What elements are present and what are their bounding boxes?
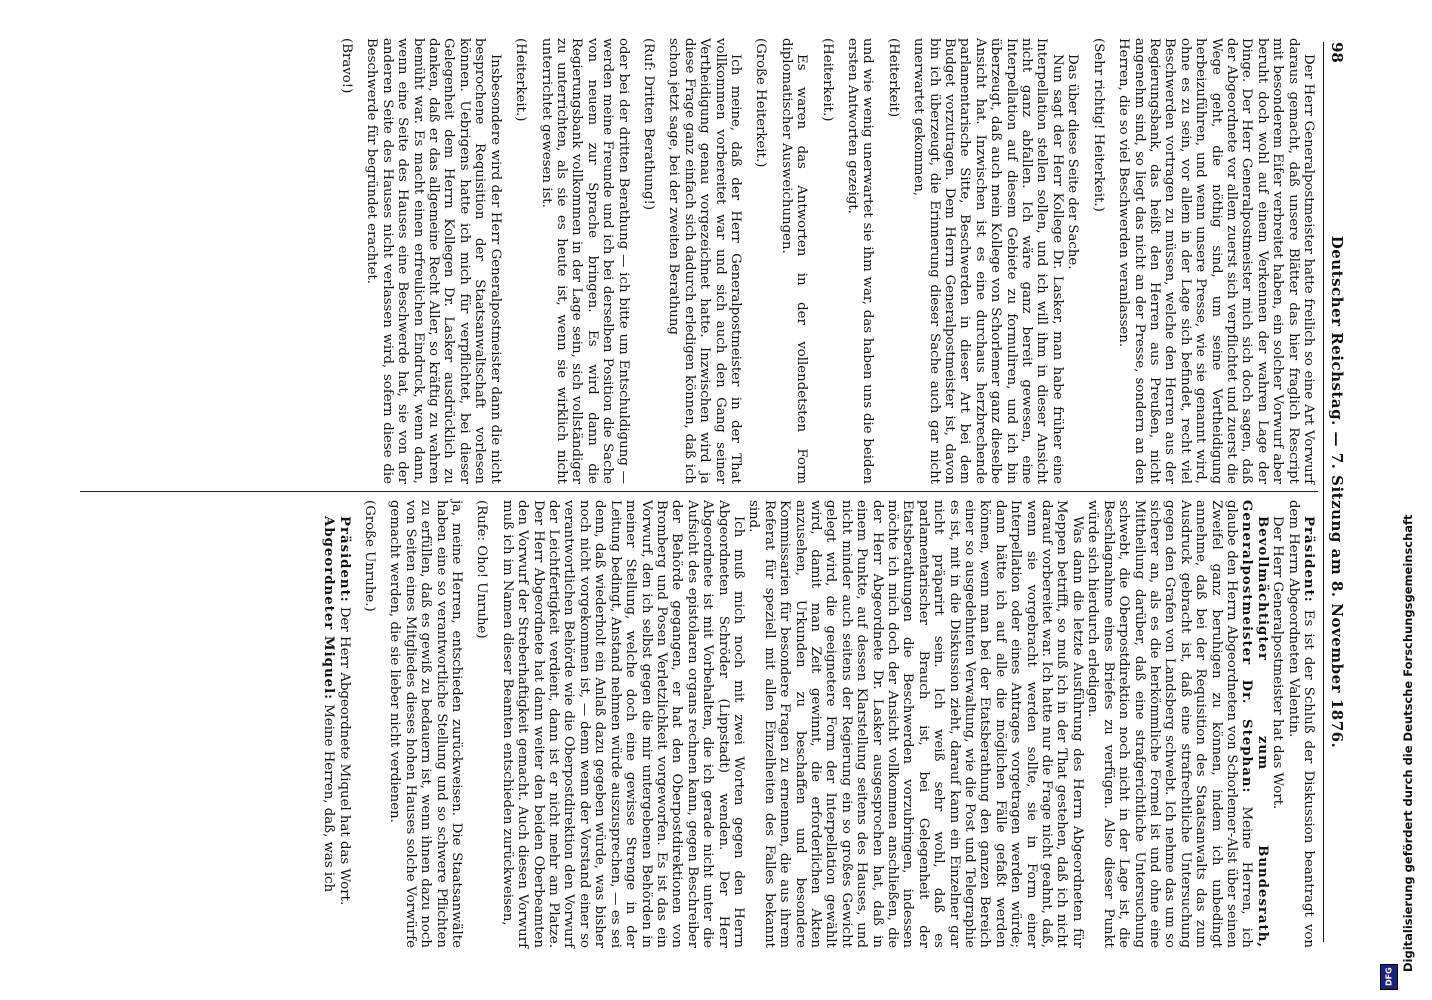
page-title: Deutscher Reichstag. — 7. Sitzung am 8. November 1876. [1328,235,1346,749]
speech-text: Meine Herren, daß, was ich [321,704,337,893]
funding-sidebar [1378,0,1432,1000]
stage-direction: (Sehr richtig! Heiterkeit.) [1090,38,1106,212]
stage-direction: (Große Heiterkeit.) [753,38,769,168]
paragraph: Der Herr Generalpostmeister hatte freilich so eine Art Vorwurf daraus gemacht, daß unsere Blätter das hier fraglich Rescript mit besonderem Eifer verbreitet haben, ein solcher Vorwurf aber beruht doch wohl auf einem Verkennen der wahren Lage der Dinge. Der Herr Generalpostmeister mich sich doch sagen, daß der Abgeordnete vor allem zuerst sich verpflichtet und zuerst die Wege geht, die nöthig sind, um seine Vertheidigung herbeizuführen, und wenn unsere Presse, wie sie genannt wird, ohne es zu sein, vor allem in der Lage sich befindet, recht viel Beschwerden vortragen zu müssen, welche den Herren aus der Regierungsbank, das heißt den Herren aus Preußen, nicht angenehm sind, so liegt das nicht an der Presse, sondern an den Herren, die so viel Beschwerden veranlassen. [1116,38,1316,484]
page-number: 98 [1328,42,1346,63]
speaker-label: Abgeordneter Miquel: [321,516,337,701]
dfg-logo: DFG [1380,964,1398,990]
speaker-label: Bevollmächtigter zum Bundesrath, Generalpostmeister Dr. Stephan: [1239,500,1270,948]
stage-direction: (Ruf: Dritten Berathung!) [640,38,656,211]
speech-paragraph [321,500,336,948]
stage-direction: (Große Unruhe.) [362,500,378,612]
speech-paragraph [1285,500,1316,948]
paragraph: Ich meine, daß der Herr Generalpostmeister in der That vollkommen vorbereitet war und sich auch den Gang seiner Vertheidigung genau vorgezeichnet hatte. Inzwischen wird ja diese Frage ganz einfach sich dadurch erledigen können, daß ich schon jetzt sage, bei der zweiten Berathung [666,38,743,484]
header-rule [1323,42,1324,942]
paragraph: Ich muß mich noch mit zwei Worten gegen den Herrn Abgeordneten Schröder (Lippstadt) wenden. Der Herr Abgeordnete ist mit Vorbehalten, die ich gerade nicht unter die Aufsicht des epistolaren organs rechnen kann, gegen Beschreiber der Behörde gegangen, er hat den Oberpostdirektionen von Bromberg und Posen Verletzlichkeit vorgeworfen. Es ist das ein Vorwurf, den ich selbst gegen die mir untergebenen Behörden in meiner Stellung, welche doch eine gewisse Strenge in der Leitung bedingt, Anstand nehmen würde auszusprechen, — es sei denn, daß wiederholt ein Anlaß dazu gegeben würde, was bisher noch nicht vorgekommen ist, — denn wenn der Vorstand einer so verantwortlichen Behörde wie die Oberpostdirektion den Vorwurf der Leichtfertigkeit verdient, dann ist er nicht mehr am Platze. Der Herr Abgeordnete hat dann weiter den beiden Oberbeamten den Vorwurf der Streberhaftigkeit gemacht. Auch diesen Vorwurf muß ich im Namen dieser Beamten entschieden zurückweisen, [499,500,746,948]
stage-direction: (Heiterkeit) [885,38,901,118]
speech-text: Der Herr Abgeordnete Miquel hat das Wort. [336,606,352,906]
funding-stamp: Digitalisierung gefördert durch die Deutsche Forschungsgemeinschaft [1401,514,1415,972]
speaker-label: Präsident: [336,516,352,603]
paragraph: und wie wenig unerwartet sie ihm war, das haben uns die beiden ersten Antworten gezeigt. [845,38,876,484]
paragraph: Der Herr Generalpostmeister hat das Wort. [1270,516,1286,810]
paragraph: Das über diese Seite der Sache. [1065,54,1081,270]
paragraph: ja, meine Herren, entschieden zurückweisen. Die Staatsanwälte haben eine so verantwortliche Stellung und so schwere Pflichten zu erfüllen, daß es gewiß zu bedauern ist, wenn ihnen dazu noch von Seiten eines Mitgliedes dieses hohen Hauses solche Vorwürfe gemacht werden, die sie lieber nicht verdienen. [387,500,465,948]
paragraph: Was dann die letzte Ausführung des Herrn Abgeordneten für Meppen betrifft, so muß ich in der That gestehen, daß ich nicht darauf vorbereitet war. Ich hatte nur die Frage nicht geahnt, daß, wenn sie vorgebracht werden sollte, sie in Form einer Interpellation oder eines Antrages vorgetragen werden würde; dann hätte ich auf alle die möglichen Fälle gefaßt werden können, wenn man bei der Etatsberathung den ganzen Bereich einer so ausgedehnten Verwaltung, wie die Post und Telegraphie es ist, mit in die Diskussion zieht, darauf kann ein Einzelner gar nicht präparirt sein. Ich weiß sehr wohl, daß es parlamentarischer Brauch ist, bei Gelegenheit der Etatsberathungen die Beschwerden vorzubringen, indessen möchte ich mich doch der Ansicht vollkommen anschließen, die der Herr Abgeordnete Dr. Lasker ausgesprochen hat, daß in einem Punkte, auf dessen Klarstellung seitens des Hauses, und nicht minder auch seitens der Regierung ein so großes Gewicht gelegt wird, die geeignetere Form der Interpellation gewählt wird, damit man Zeit gewinnt, die erforderlichen Akten anzusehen, Urkunden zu beschaffen und besondere Kommissarien für besondere Fragen zu ernennen, die aus ihrem Referat für speziell mit allen Einzelheiten des Falles bekannt sind. [746,500,1085,948]
column-divider [80,491,1318,492]
stage-direction: (Heiterkeit.) [513,38,529,122]
running-header [1324,42,1344,942]
left-column [329,38,1316,484]
stage-direction: (Heiterkeit.) [819,38,835,122]
paragraph: Insbesondere wird der Herr Generalpostmeister dann die nicht besprochene Requisition der Staatsanwaltschaft vorlesen können. Uebrigens hatte ich mich für verpflichtet, bei dieser Gelegenheit dem Herrn Kollegen Dr. Lasker ausdrücklich zu danken, daß er das allgemeine Recht Aller, so kräftig zu wahren bemüht war. Es macht einen erfreulichen Eindruck, wenn dann, wenn eine Seite des Hauses eine Beschwerde hat, sie von der anderen Seite des Hauses nicht verlassen wird, sofern diese die Beschwerde für begründet erachtet. [364,38,503,484]
speech-paragraph [1085,500,1270,948]
speech-text: Meine Herren, ich glaube den Herrn Abgeordneten von Schorlemer-Alst über seinen Zweifel ganz beruhigen zu können, indem ich unbedingt annehme, daß bei der Requisition des Staatsanwalts das zum Ausdruck gebracht ist, daß eine strafrechtliche Untersuchung gegen den Grafen von Landsberg schwebt. Ich nehme das um so sicherer an, als es die herkömmliche Formel ist und ohne eine Mittheilung darüber, daß eine strafgerichtliche Untersuchung schwebt, die Oberpostdirektion noch nicht in der Lage ist, die Beschlagnahme eines Briefes zu verfügen. Also dieser Punkt würde sich hierdurch erledigen. [1085,500,1255,948]
paragraph: Nun sagt der Herr Kollege Dr. Lasker, man habe früher eine Interpellation stellen sollen, und ich will ihm in dieser Ansicht nicht ganz abfallen. Ich wäre ganz bereit gewesen, eine Interpellation auf diesem Gebiete zu formuliren, und ich bin überzeugt, daß auch mein Kollege von Schorlemer ganz dieselbe Ansicht hat. Inzwischen ist es eine durchaus herzbrechende parlamentarische Sitte, Beschwerden in dieser Art bei dem Budget vorzutragen. Dem Herrn Generalpostmeister ist, davon bin ich überzeugt, die Erinnerung dieser Sache auch gar nicht unerwartet gekommen, [911,38,1065,484]
paragraph: Es waren das Antworten in der vollendetsten Form diplomatischer Ausweichungen. [778,38,810,484]
speech-text: Es ist der Schluß der Diskussion beantragt von dem Herrn Abgeordneten Valentin. [1285,500,1316,948]
stage-direction: (Rufe: Oho! Unruhe) [474,500,490,639]
paragraph: oder bei der dritten Berathung — ich bitte um Entschuldigung — werden meine Freunde und ich bei derselben Position die Sache von neuem zur Sprache bringen. Es wird dann die Regierungsbank vollkommen in der Lage sein, sich vollständiger zu unterrichten, als sie es heute ist, wenn sie wirklich nicht unterrichtet gewesen ist. [538,38,631,484]
speech-paragraph [336,500,351,948]
stage-direction: (Bravo!) [339,38,355,94]
speaker-label: Präsident: [1301,516,1316,603]
right-column [321,500,1316,948]
